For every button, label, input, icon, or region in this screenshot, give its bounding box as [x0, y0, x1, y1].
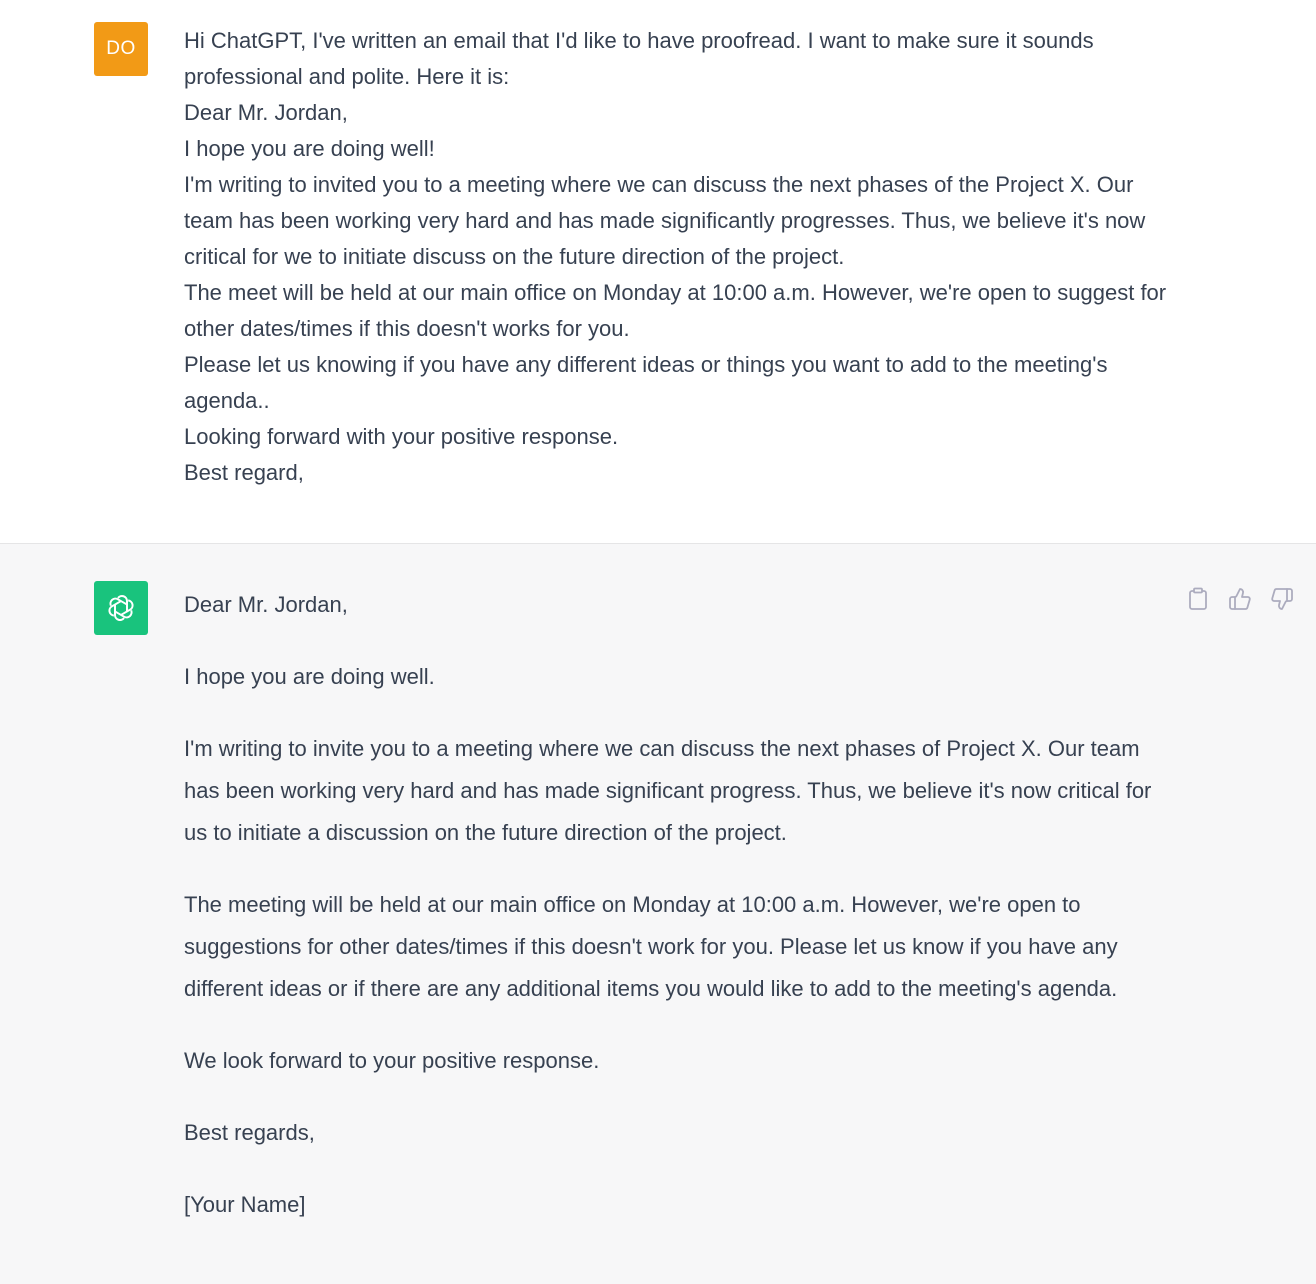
assistant-paragraph: I hope you are doing well. [184, 664, 435, 689]
openai-logo-icon [105, 592, 137, 624]
user-line: Dear Mr. Jordan, [184, 100, 348, 125]
user-avatar-initials: DO [106, 38, 136, 59]
thumbs-down-icon [1270, 587, 1294, 611]
clipboard-icon [1188, 587, 1208, 611]
assistant-paragraph: Best regards, [184, 1120, 315, 1145]
user-line: Best regard, [184, 460, 304, 485]
thumbs-down-button[interactable] [1270, 586, 1294, 612]
assistant-paragraph: I'm writing to invite you to a meeting where we can discuss the next phases of Project X. Our team has been working very hard and has made significant progress. Thus, we believe it's now critical for us to initiate a discussion on the future direction of the project. [184, 736, 1152, 845]
user-avatar [94, 22, 148, 76]
message-actions [1186, 586, 1294, 612]
user-message [0, 0, 1316, 544]
assistant-paragraph: Dear Mr. Jordan, [184, 592, 348, 617]
assistant-paragraph: [Your Name] [184, 1192, 306, 1217]
assistant-paragraph: We look forward to your positive response. [184, 1048, 600, 1073]
user-line: I'm writing to invited you to a meeting where we can discuss the next phases of the Project X. Our team has been working very hard and has made significantly progresses. Thus, we believe it's now critical for we to initiate discuss on the future direction of the project. [184, 172, 1146, 269]
thumbs-up-icon [1228, 587, 1252, 611]
assistant-paragraph: The meeting will be held at our main office on Monday at 10:00 a.m. However, we're open to suggestions for other dates/times if this doesn't work for you. Please let us know if you have any different ideas or if there are any additional items you would like to add to the meeting's agenda. [184, 892, 1118, 1001]
user-line: The meet will be held at our main office on Monday at 10:00 a.m. However, we're open to suggest for other dates/times if this doesn't works for you. [184, 280, 1167, 341]
thumbs-up-button[interactable] [1228, 586, 1252, 612]
user-line: Hi ChatGPT, I've written an email that I'd like to have proofread. I want to make sure it sounds professional and polite. Here it is: [184, 28, 1094, 89]
user-line: I hope you are doing well! [184, 136, 435, 161]
copy-button[interactable] [1186, 586, 1210, 612]
assistant-message [0, 544, 1316, 1284]
assistant-avatar [94, 581, 148, 635]
user-line: Looking forward with your positive response. [184, 424, 619, 449]
user-message-text [184, 23, 1174, 491]
user-line: Please let us knowing if you have any different ideas or things you want to add to the meeting's agenda.. [184, 352, 1108, 413]
assistant-message-text [184, 584, 1174, 1256]
